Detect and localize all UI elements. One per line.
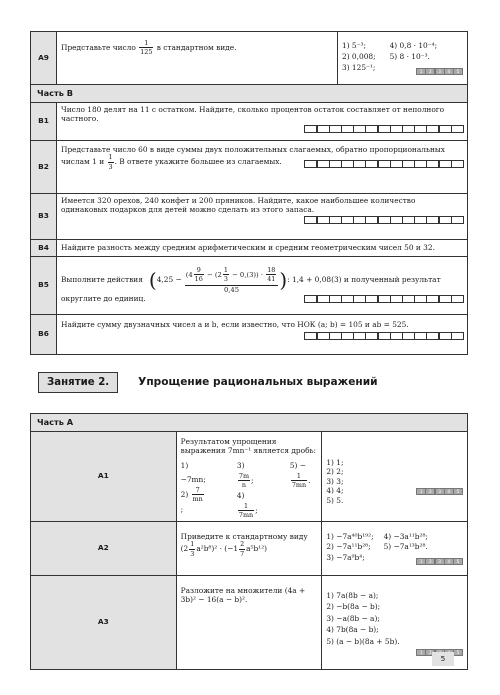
- question-number: B4: [31, 239, 57, 256]
- question-text: Имеется 320 орехов, 240 конфет и 200 пряников. Найдите, какое наибольшее количество одинаковых подарков для детей можно сделать из этого запаса.: [61, 195, 416, 215]
- question-text: [57, 32, 338, 85]
- answer-option: 1) 5⁻³;: [342, 41, 366, 51]
- answer-option: 2) −7a¹¹b²⁸;: [326, 542, 371, 552]
- answer-box[interactable]: 5: [453, 488, 463, 495]
- answer-option: 2) 2;: [326, 467, 344, 477]
- expr-part: 4: [188, 270, 193, 279]
- question-text-b: . В ответе укажите большее из слагаемых.: [114, 157, 282, 167]
- question-row-b1: [31, 102, 468, 140]
- main-frac-den: 0,45: [223, 285, 240, 294]
- fraction: [223, 267, 229, 283]
- fraction: [192, 487, 204, 503]
- question-cell: [57, 256, 468, 314]
- question-text: Найдите разность между средним арифметическим и средним геометрическим чисел 50 и 32.: [57, 239, 468, 256]
- answer-options: [322, 431, 468, 521]
- answer-grid[interactable]: [61, 216, 463, 224]
- top-question-table: [30, 31, 468, 355]
- question-text-post: : 1,4 + 0,08(3) и полученный результат: [287, 275, 441, 285]
- question-text-post2: округлите до единиц.: [61, 293, 146, 303]
- part-title: Часть B: [31, 85, 468, 103]
- fraction: [239, 541, 245, 557]
- answer-option: 5) (a − b)(8a + 5b).: [326, 636, 400, 646]
- answer-option: 3) 3;: [326, 476, 344, 486]
- answer-column: [326, 532, 373, 564]
- option-label: 1): [180, 460, 189, 470]
- answer-box[interactable]: 1: [416, 488, 426, 495]
- frac-den: 41: [267, 275, 276, 284]
- question-text-pre: Представьте число: [61, 42, 136, 52]
- frac-num: 1: [108, 153, 113, 162]
- answer-box-strip[interactable]: [326, 488, 463, 495]
- option: [290, 459, 317, 489]
- frac-num: 18: [267, 265, 276, 274]
- question-text: Разложите на множители (4a + 3b)² − 16(a − b)².: [180, 585, 306, 605]
- question-number: A1: [31, 431, 177, 521]
- answer-box[interactable]: 2: [425, 68, 435, 75]
- question-number: B6: [31, 314, 57, 354]
- answer-option: 4) 4;: [326, 486, 344, 496]
- question-number: A2: [31, 521, 177, 575]
- question-cell: [57, 193, 468, 239]
- frac-den: 7mn: [238, 511, 254, 520]
- question-number: A9: [31, 32, 57, 85]
- question-cell: [176, 431, 322, 521]
- question-cell: [57, 314, 468, 354]
- main-fraction: [185, 267, 279, 294]
- expression-part: a⁵b¹²): [246, 544, 268, 554]
- question-footer: [61, 293, 463, 303]
- question-text: Число 180 делят на 11 с остатком. Найдите, сколько процентов остаток составляет от неполного частного.: [61, 104, 445, 124]
- answer-box[interactable]: 1: [416, 68, 426, 75]
- answer-option: 3) −7a⁹b⁴;: [326, 553, 365, 563]
- option-label: 4): [236, 490, 245, 500]
- frac-den: 3: [190, 549, 195, 558]
- option-pre: −: [299, 460, 306, 470]
- main-frac-num: (4 $\frac{9}{16}$ − (2 $\frac{1}{3}$ − 0,(3)) · $\frac{18}{41}$: [185, 267, 279, 286]
- frac-den: mn: [192, 495, 203, 504]
- frac-num: 1: [291, 473, 307, 481]
- expression-part: 4,25 −: [156, 275, 182, 285]
- answer-box[interactable]: 3: [435, 68, 445, 75]
- question-row-a9: [31, 32, 468, 85]
- answer-box[interactable]: 1: [416, 649, 426, 656]
- answer-box[interactable]: 2: [425, 488, 435, 495]
- answer-box[interactable]: 3: [435, 488, 445, 495]
- fraction: [108, 154, 114, 170]
- answer-option: 1) −7a⁴⁰b¹⁹²;: [326, 531, 374, 541]
- answer-option: 3) −a(8b − a);: [326, 613, 380, 623]
- expr-part: − (2: [206, 270, 222, 279]
- answer-box[interactable]: 4: [444, 68, 454, 75]
- answer-option: 2) 0,008;: [342, 52, 376, 62]
- answer-option: 1) 7a(8b − a);: [326, 590, 379, 600]
- frac-num: 7: [192, 487, 204, 495]
- frac-num: 9: [194, 267, 204, 275]
- fraction: [238, 503, 254, 519]
- question-text-pre: Выполните действия: [61, 275, 143, 285]
- answer-option: 3) 125⁻¹;: [342, 62, 376, 72]
- answer-option: 5) −7a¹³b²⁸.: [383, 542, 428, 552]
- answer-box[interactable]: 2: [425, 649, 435, 656]
- frac-den: 16: [194, 275, 203, 284]
- question-row-a2: [31, 521, 468, 575]
- answer-option: 5) 8 · 10⁻³.: [389, 52, 430, 62]
- answer-grid[interactable]: [61, 332, 463, 340]
- question-row-b3: [31, 193, 468, 239]
- bracket: ): [279, 268, 288, 293]
- option-tail: ;: [180, 504, 184, 514]
- frac-den: 3: [108, 162, 113, 171]
- bracket: (: [148, 268, 157, 293]
- answer-box[interactable]: 4: [444, 488, 454, 495]
- page-number: 5: [432, 652, 454, 666]
- expression-part: a²b⁸)² · (−1: [196, 544, 239, 554]
- bottom-question-table: [30, 413, 468, 670]
- question-number: A3: [31, 575, 177, 669]
- answer-box[interactable]: 5: [453, 558, 463, 565]
- answer-options: [322, 521, 468, 575]
- option-column: [237, 459, 260, 519]
- expression-part: (2: [180, 544, 189, 554]
- fraction: [189, 541, 195, 557]
- question-cell: [176, 575, 322, 669]
- question-number: B1: [31, 102, 57, 140]
- question-row-b6: [31, 314, 468, 354]
- answer-option: 4) 7b(8a − b);: [326, 625, 379, 635]
- answer-option: 2) −b(8a − b);: [326, 602, 381, 612]
- question-expression: [61, 267, 463, 294]
- question-row-b4: [31, 239, 468, 256]
- answer-box[interactable]: 5: [453, 68, 463, 75]
- answer-option: 5) 5.: [326, 496, 344, 506]
- option-tail: ;: [255, 505, 258, 515]
- frac-num: 1: [139, 40, 153, 48]
- answer-box[interactable]: 5: [453, 649, 463, 656]
- frac-den: 7: [240, 549, 245, 558]
- question-text-post: в стандартном виде.: [156, 42, 237, 52]
- fraction: [238, 473, 250, 489]
- question-cell: [57, 140, 468, 193]
- fraction: [291, 473, 307, 489]
- option-text: −7mn;: [180, 474, 206, 484]
- option-column: [181, 459, 207, 519]
- option: [181, 487, 207, 517]
- answer-grid[interactable]: [61, 125, 463, 133]
- lesson-title: Упрощение рациональных выражений: [138, 375, 378, 388]
- question-row-b5: [31, 256, 468, 314]
- option: [237, 459, 260, 489]
- option-label: 2): [180, 489, 189, 499]
- answer-option: 1) 1;: [326, 457, 344, 467]
- answer-box[interactable]: 3: [435, 558, 445, 565]
- option-label: 3): [236, 460, 245, 470]
- frac-num: 2: [240, 540, 245, 549]
- part-title: Часть А: [31, 414, 468, 432]
- question-number: B3: [31, 193, 57, 239]
- frac-num: 1: [238, 503, 254, 511]
- question-row-a3: [31, 575, 468, 669]
- frac-den: 3: [223, 275, 228, 284]
- question-number: B2: [31, 140, 57, 193]
- frac-num: 1: [223, 265, 228, 274]
- answer-option: 4) 0,8 · 10⁻⁴;: [389, 41, 438, 51]
- fraction: [266, 267, 276, 283]
- expr-part: − 0,(3)) ·: [232, 270, 264, 279]
- question-row-b2: [31, 140, 468, 193]
- answer-box[interactable]: 4: [444, 558, 454, 565]
- part-header-row: [31, 414, 468, 432]
- option-label: 5): [289, 460, 298, 470]
- question-cell: [57, 102, 468, 140]
- question-text-a: Представьте число 60 в виде суммы двух положительных слагаемых, обратно пропорциональных числам 1 и: [61, 144, 445, 167]
- option: [237, 489, 260, 519]
- frac-den: n: [241, 481, 247, 490]
- lesson-heading: [38, 372, 378, 393]
- question-text: Приведите к стандартному виду: [180, 531, 308, 541]
- question-text: Найдите сумму двузначных чисел a и b, если известно, что НОК (a; b) = 105 и ab = 525.: [61, 319, 409, 329]
- answer-grid[interactable]: [304, 295, 463, 303]
- question-text: Результатом упрощения выражения 7mn⁻¹ является дробь:: [180, 436, 317, 456]
- question-cell: [176, 521, 322, 575]
- option-columns: [181, 459, 318, 519]
- fraction: [139, 40, 153, 56]
- fraction: [194, 267, 204, 283]
- answer-box[interactable]: 2: [425, 558, 435, 565]
- answer-box[interactable]: 1: [416, 558, 426, 565]
- option-tail: ;: [251, 475, 254, 485]
- option-column: [290, 459, 317, 519]
- option-tail: .: [308, 475, 311, 485]
- answer-option: 4) −3a¹¹b²⁸;: [383, 531, 428, 541]
- question-number: B5: [31, 256, 57, 314]
- frac-den: 7mn: [291, 481, 307, 490]
- frac-num: 1: [190, 540, 195, 549]
- frac-den: 125: [140, 48, 153, 57]
- frac-num: 7m: [238, 471, 250, 480]
- answer-options: [338, 32, 468, 85]
- lesson-label: Занятие 2.: [38, 372, 118, 393]
- option: [181, 459, 207, 487]
- part-header-row: [31, 85, 468, 103]
- question-row-a1: [31, 431, 468, 521]
